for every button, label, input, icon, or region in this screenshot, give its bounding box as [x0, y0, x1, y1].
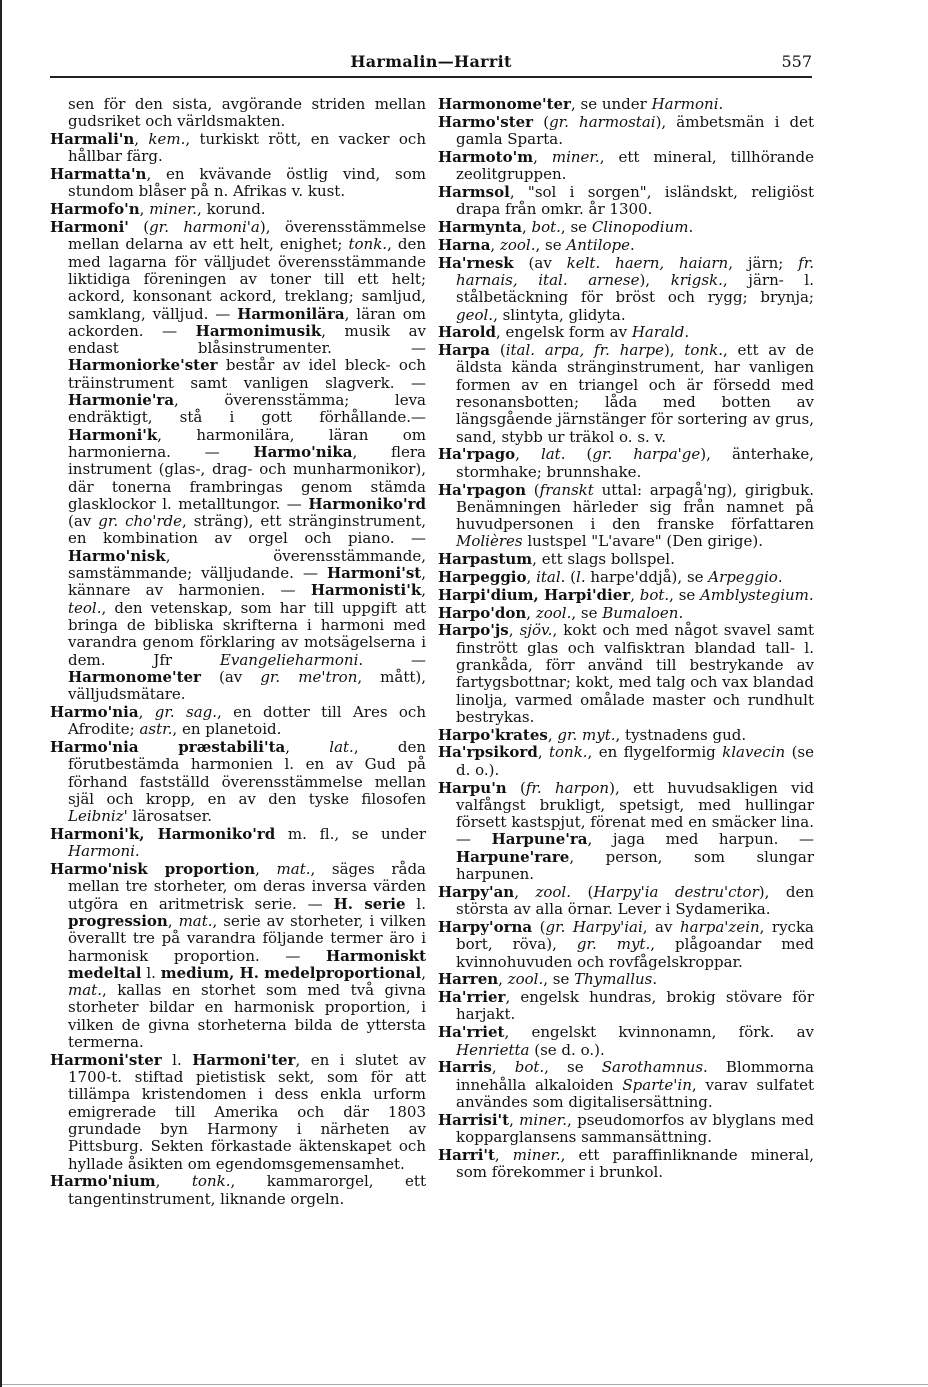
entry-italic-text: tonk.: [548, 743, 588, 762]
entry-text: (: [533, 112, 550, 131]
entry-text: , se: [543, 970, 575, 989]
entry-italic-text: gr. myt.: [576, 935, 651, 954]
entry-text: .: [630, 235, 635, 254]
entry-italic-text: Henrietta: [456, 1040, 530, 1059]
entry-text: , överensstämma; leva endräktigt, stå i gott förhållande.—: [68, 391, 426, 427]
entry-headword: Harmo'nia: [50, 702, 139, 721]
entry-italic-text: Harpy'ia destru'ctor: [593, 882, 759, 901]
entry-text: , harmonilära, läran om harmonierna. —: [68, 425, 426, 461]
dictionary-entry: [50, 861, 426, 1051]
entry-text: , person, som slungar harpunen.: [456, 847, 814, 884]
dictionary-entry: [50, 219, 426, 703]
entry-text: , se under: [570, 95, 652, 113]
entry-italic-text: kem.: [148, 130, 186, 149]
entry-italic-text: astr.: [139, 720, 173, 739]
entry-headword: Harmo'nia præstabili'ta: [50, 737, 286, 756]
entry-headword: Harmo'nika: [253, 442, 353, 461]
entry-text: , av: [642, 917, 680, 936]
entry-text: , kallas en storhet som med två givna storheter bildar en harmonisk proportion, i vilken de givna storheterna bilda de yttersta termerna.: [68, 981, 426, 1052]
entry-headword: Harna: [438, 235, 491, 254]
entry-italic-text: sjöv.: [519, 621, 553, 640]
entry-text: (: [526, 480, 540, 499]
entry-italic-text: bot.: [531, 218, 561, 237]
entry-italic-text: miner.: [512, 1145, 561, 1164]
entry-headword: Harmonome'ter: [68, 667, 201, 686]
entry-text: (av: [200, 667, 261, 686]
entry-italic-text: zool.: [535, 603, 572, 622]
entry-text: , se: [669, 585, 701, 604]
entry-headword: Harold: [438, 323, 496, 342]
entry-text: , "sol i sorgen", isländskt, religiöst drapa från omkr. år 1300.: [456, 182, 814, 219]
dictionary-entry: [438, 780, 814, 884]
entry-italic-text: klavecin: [722, 743, 786, 762]
entry-text: , en dotter till Ares och Afrodite;: [68, 702, 426, 739]
dictionary-entry: [50, 166, 426, 201]
entry-headword: Harmo'nisk proportion: [50, 860, 256, 879]
entry-headword: Harpeggio: [438, 568, 527, 587]
dictionary-entry: [50, 201, 426, 218]
entry-text: , järn- l. stålbetäckning för bröst och rygg; brynja;: [456, 270, 814, 307]
entry-text: , pseudomorfos av blyglans med kopparglansens sammansättning.: [456, 1110, 814, 1147]
entry-text: l.: [161, 1050, 193, 1069]
entry-headword: Harmo'nisk: [68, 546, 166, 565]
entry-text: ,: [139, 200, 150, 219]
entry-text: , sträng), ett stränginstrument, en kombination av orgel och piano. —: [68, 512, 426, 548]
right-column: [438, 96, 814, 1182]
entry-text: ), överensstämmelse mellan delarna av ett helt, enighet;: [68, 218, 426, 254]
entry-text: , ett av de äldsta kända stränginstrument, har vanligen formen av en triangel och är försedd med resonansbotten; låda med botten av längsgående järnstänger för sortering av grus, sand, stybb ur träkol o. s. v.: [456, 341, 815, 446]
dictionary-entry: [50, 826, 426, 861]
entry-text: , rycka bort, röva),: [456, 917, 814, 954]
entry-text: ,: [138, 702, 155, 721]
entry-text: .: [808, 585, 814, 604]
entry-text: ,: [421, 581, 426, 600]
entry-italic-text: tonk.: [191, 1172, 231, 1191]
entry-headword: Harmonie'ra: [68, 391, 175, 410]
entry-headword: Harpo'don: [438, 603, 527, 622]
entry-text: .: [652, 970, 658, 989]
entry-text: , se: [544, 1058, 602, 1077]
entry-text: lustspel "L'avare" (Den girige).: [522, 532, 764, 551]
entry-text: , plågoandar med kvinnohuvuden och rovfågelskroppar.: [456, 935, 814, 971]
entry-text: .: [777, 568, 783, 587]
left-column: [50, 96, 426, 1209]
entry-text: (: [532, 917, 546, 936]
entry-italic-text: miner.: [551, 147, 600, 166]
entry-italic-text: Leibniz': [68, 807, 128, 826]
entry-italic-text: zool.: [499, 235, 536, 254]
entry-text: ), ett huvudsakligen vid valfångst brukligt, spetsigt, med hullingar försett kastspjut, förenat med en smäcker lina. —: [456, 778, 814, 849]
dictionary-entry: [438, 1024, 814, 1059]
dictionary-entry: [50, 739, 426, 825]
entry-text: ,: [526, 568, 537, 587]
entry-text: , ett paraffinliknande mineral, som förekommer i brunkol.: [456, 1145, 814, 1182]
entry-italic-text: Arpeggio: [708, 568, 778, 587]
dictionary-entry: [438, 605, 814, 622]
dictionary-entry: [438, 255, 814, 324]
entry-text: , turkiskt rött, en vacker och hållbar färg.: [68, 130, 426, 166]
dictionary-entry: [438, 184, 814, 219]
entry-text: l.: [405, 894, 426, 913]
entry-italic-text: Harmoni: [651, 95, 719, 113]
dictionary-entry: [50, 1173, 426, 1208]
entry-headword: H. serie: [333, 894, 406, 913]
entry-text: ,: [526, 603, 536, 622]
entry-text: (: [571, 882, 594, 901]
entry-text: , den förutbestämda harmonien l. en av Gud på förhand fastställd överensstämmelse mellan själ och kropp, en av den tyske filosofen: [68, 737, 426, 808]
dictionary-entry: [438, 1147, 814, 1182]
entry-headword: Ha'rriet: [438, 1023, 505, 1042]
entry-text: (av: [68, 512, 99, 531]
entry-text: .: [678, 603, 684, 622]
dictionary-entry: [438, 96, 814, 113]
entry-text: .: [718, 95, 724, 113]
entry-text: , tystnadens gud.: [615, 725, 747, 744]
entry-headword: Harpo'krates: [438, 725, 548, 744]
entry-text: , en flygelformig: [587, 743, 723, 762]
entry-headword: Harrisi't: [438, 1110, 510, 1129]
entry-text: ),: [663, 341, 685, 360]
dictionary-entry: [438, 1112, 814, 1147]
entry-italic-text: tonk.: [684, 341, 723, 360]
entry-text: ,: [630, 585, 640, 604]
entry-headword: Harmoniko'rd: [308, 494, 426, 513]
entry-headword: Harmatta'n: [50, 165, 147, 184]
entry-text: ), änterhake, stormhake; brunnshake.: [456, 445, 814, 481]
entry-text: .: [688, 218, 694, 237]
entry-headword: Harmo'nium: [50, 1172, 156, 1191]
entry-text: ,: [533, 147, 552, 166]
entry-text: l.: [141, 963, 161, 982]
entry-headword: Harpune'ra: [491, 830, 588, 849]
entry-text: , se: [535, 235, 567, 254]
entry-text: , järn;: [728, 253, 799, 272]
entry-italic-text: mat.: [276, 860, 311, 879]
entry-text: ,: [547, 725, 558, 744]
entry-headword: Harmo'ster: [438, 112, 534, 131]
entry-italic-text: mat.: [178, 911, 213, 930]
entry-italic-text: ital. arpa, fr. harpe: [505, 341, 664, 360]
entry-text: ,: [491, 1058, 515, 1077]
entry-italic-text: Harmoni: [68, 842, 135, 861]
dictionary-entry: [438, 884, 814, 919]
dictionary-entry: [50, 131, 426, 166]
entry-headword: Harmoni'ster: [50, 1050, 162, 1069]
entry-headword: Harpu'n: [438, 778, 507, 797]
dictionary-entry: [50, 1052, 426, 1173]
entry-text: , engelsk form av: [496, 323, 632, 342]
entry-headword: Harpa: [438, 341, 491, 360]
entry-text: , flera instrument (glas-, drag- och munharmonikor), där tonerna frambringas genom stämda glasklockor l. metalltungor. —: [68, 442, 426, 513]
entry-text: ,: [508, 621, 520, 640]
entry-headword: Harmoniorke'ster: [68, 356, 218, 375]
entry-text: ,: [255, 860, 277, 879]
entry-text: , kokt och med något svavel samt finstrött glas och valfisktran blandad tall- l. grankåda, förr använd till bestrykande av fartygsbottnar; kokt, med talg och vax blandad linolja, varmed omålade master och rundhult bestrykas.: [456, 621, 814, 726]
entry-headword: Harpastum: [438, 550, 533, 569]
entry-italic-text: Molières: [456, 532, 523, 551]
entry-headword: Harmali'n: [50, 130, 135, 149]
entry-text: (: [565, 445, 593, 464]
entry-text: sen för den sista, avgörande striden mellan gudsriket och världsmakten.: [68, 95, 426, 131]
entry-italic-text: Amblystegium: [700, 585, 809, 604]
entry-headword: Harmonisti'k: [310, 581, 422, 600]
entry-text: ,: [421, 963, 426, 982]
entry-text: ,: [515, 445, 541, 464]
entry-headword: Harmofo'n: [50, 200, 140, 219]
entry-text: , den vetenskap, som har till uppgift att bringa de bibliska skrifterna i harmoni med varandra genom förklaring av motsägelserna i dem. Jfr: [68, 598, 426, 669]
entry-italic-text: krigsk.: [670, 270, 723, 289]
entry-headword: Harmoni'ter: [192, 1050, 296, 1069]
entry-text: , serie av storheter, i vilken överallt tre på varandra följande termer äro i harmonisk proportion. —: [68, 911, 426, 965]
entry-text: ), den största av alla örnar. Lever i Sydamerika.: [456, 882, 814, 919]
dictionary-entry: [438, 1059, 814, 1111]
entry-italic-text: zool.: [535, 882, 571, 901]
entry-italic-text: gr. me'tron: [260, 667, 358, 686]
entry-headword: Harmonilära: [237, 304, 345, 323]
entry-text: (: [490, 341, 506, 360]
entry-headword: Harpi'dium, Harpi'dier: [438, 585, 631, 604]
entry-text: (: [128, 218, 150, 237]
entry-text: (se d. o.).: [456, 743, 814, 779]
dictionary-entry: [50, 96, 426, 131]
entry-text: m. fl., se under: [275, 824, 426, 843]
entry-text: .: [134, 842, 140, 861]
entry-headword: medium, H. medelproportional: [160, 963, 422, 982]
entry-text: , kännare av harmonien. —: [68, 564, 426, 600]
entry-italic-text: gr. myt.: [557, 725, 616, 744]
entry-headword: Harren: [438, 970, 499, 989]
entry-italic-text: bot.: [514, 1058, 545, 1077]
dictionary-entry: [438, 149, 814, 184]
entry-headword: Harmonome'ter: [438, 95, 571, 113]
entry-italic-text: lat.: [540, 445, 566, 464]
entry-italic-text: Thymallus: [574, 970, 653, 989]
entry-headword: Harmoto'm: [438, 147, 534, 166]
entry-headword: Ha'rrier: [438, 988, 506, 1007]
entry-text: , varav sulfatet användes som digitalisersättning.: [456, 1075, 814, 1111]
entry-text: ,: [514, 882, 536, 901]
entry-text: , mått), välljudsmätare.: [68, 667, 426, 704]
entry-italic-text: kelt. haern, haiarn: [566, 253, 729, 272]
entry-italic-text: harpa'zein: [679, 917, 760, 936]
dictionary-entry: [438, 114, 814, 149]
entry-italic-text: gr. sag.: [154, 702, 218, 721]
dictionary-entry: [438, 482, 814, 551]
dictionary-entry: [438, 727, 814, 744]
entry-text: ),: [639, 270, 671, 289]
entry-text: , en planetoid.: [172, 720, 282, 739]
dictionary-entry: [438, 919, 814, 971]
entry-text: lärosatser.: [127, 807, 212, 826]
entry-text: ,: [494, 1145, 513, 1164]
entry-headword: progression: [68, 911, 168, 930]
entry-italic-text: fr. harnais, ital. arnese: [456, 253, 814, 289]
entry-italic-text: Harald: [631, 323, 685, 342]
entry-headword: Harris: [438, 1058, 492, 1077]
entry-text: ,: [537, 743, 549, 762]
entry-headword: Harmoni': [50, 218, 129, 237]
entry-text: , slintyta, glidyta.: [493, 305, 626, 324]
entry-text: , musik av endast blåsinstrumenter. —: [68, 321, 426, 358]
dictionary-entry: [438, 971, 814, 988]
entry-italic-text: fr. harpon: [525, 778, 610, 797]
entry-text: , korund.: [197, 200, 266, 219]
entry-text: (se d. o.).: [529, 1040, 605, 1059]
dictionary-entry: [438, 446, 814, 481]
entry-italic-text: Bumaloen: [602, 603, 679, 622]
header-rule: [50, 76, 812, 78]
dictionary-entry: [438, 219, 814, 236]
entry-italic-text: miner.: [519, 1110, 568, 1129]
entry-italic-text: Sparte'in: [622, 1075, 692, 1094]
entry-italic-text: teol.: [68, 598, 102, 617]
entry-text: , ett mineral, tillhörande zeolitgruppen.: [456, 147, 814, 184]
entry-headword: Harmoni'k, Harmoniko'rd: [50, 824, 276, 843]
entry-italic-text: franskt: [539, 480, 594, 499]
entry-headword: Harpy'orna: [438, 917, 533, 936]
entry-text: . —: [358, 650, 426, 669]
entry-headword: Ha'rpsikord: [438, 743, 538, 762]
entry-text: , se: [560, 218, 592, 237]
entry-italic-text: gr. harpa'ge: [592, 445, 701, 464]
dictionary-entry: [438, 989, 814, 1024]
entry-italic-text: Antilope: [566, 235, 631, 254]
dictionary-entry: [438, 551, 814, 568]
entry-italic-text: miner.: [149, 200, 198, 219]
entry-text: uttal: arpagå'ng), girigbuk. Benämningen härleder sig från namnet på huvudpersonen i den franske författaren: [456, 480, 814, 534]
entry-text: , ett slags bollspel.: [532, 550, 675, 569]
dictionary-entry: [438, 342, 814, 446]
entry-italic-text: mat.: [68, 981, 102, 1000]
dictionary-entry: [438, 237, 814, 254]
entry-text: , säges råda mellan tre storheter, om deras inversa värden utgöra en aritmetrisk serie. —: [68, 860, 426, 913]
scan-edge: [0, 0, 2, 1387]
entry-text: .: [684, 323, 690, 342]
entry-text: ,: [167, 911, 179, 930]
scan-bottom-edge: [2, 1384, 928, 1385]
dictionary-entry: [438, 587, 814, 604]
entry-text: ,: [521, 218, 532, 237]
entry-headword: Harpy'an: [438, 882, 515, 901]
entry-text: (: [565, 568, 577, 587]
entry-headword: Harmoni'st: [326, 564, 422, 583]
entry-italic-text: Clinopodium: [591, 218, 689, 237]
entry-italic-text: bot.: [639, 585, 670, 604]
entry-text: ,: [509, 1110, 520, 1129]
entry-italic-text: gr. Harpy'iai: [545, 917, 643, 936]
entry-headword: Ha'rpagon: [438, 480, 526, 499]
page-header: [50, 50, 812, 74]
dictionary-entry: [438, 324, 814, 341]
entry-text: , överensstämmande, samstämmande; välljudande. —: [68, 546, 426, 583]
entry-text: (: [506, 778, 526, 797]
entry-text: ,: [155, 1172, 192, 1191]
entry-text: ,: [490, 235, 500, 254]
entry-headword: Harmsol: [438, 182, 510, 201]
entry-italic-text: gr. cho'rde: [98, 512, 182, 531]
entry-headword: Harmonimusik: [195, 321, 322, 340]
dictionary-entry: [438, 569, 814, 586]
entry-text: ), ämbetsmän i det gamla Sparta.: [456, 112, 815, 149]
entry-text: . Blommorna innehålla alkaloiden: [456, 1058, 814, 1094]
entry-italic-text: Evangelieharmoni: [219, 650, 359, 669]
entry-text: , se: [571, 603, 603, 622]
entry-text: , engelskt kvinnonamn, förk. av: [504, 1023, 814, 1042]
entry-italic-text: gr. harmostai: [549, 112, 656, 131]
entry-text: ,: [498, 970, 508, 989]
dictionary-entry: [438, 744, 814, 779]
entry-text: , en kvävande östlig vind, som stundom blåser på n. Afrikas v. kust.: [68, 165, 426, 201]
running-title: Harmalin—Harrit: [350, 52, 512, 71]
entry-text: består av idel bleck- och träinstrument samt vanligen slagverk. —: [68, 356, 426, 392]
entry-italic-text: gr. harmoni'a: [149, 218, 260, 237]
entry-headword: Ha'rpago: [438, 445, 516, 464]
entry-text: , engelsk hundras, brokig stövare för harjakt.: [456, 988, 814, 1024]
entry-headword: Harpune'rare: [456, 847, 570, 866]
entry-headword: Harmoniskt medeltal: [68, 946, 426, 982]
entry-headword: Harmynta: [438, 218, 522, 237]
entry-text: , jaga med harpun. —: [587, 830, 814, 849]
entry-text: (av: [513, 253, 567, 272]
page-number: 557: [781, 52, 812, 71]
entry-headword: Harmoni'k: [68, 425, 158, 444]
entry-headword: Ha'rnesk: [438, 253, 514, 272]
entry-text: , kammarorgel, ett tangentinstrument, liknande orgeln.: [68, 1172, 426, 1208]
entry-headword: Harpo'js: [438, 621, 509, 640]
entry-italic-text: geol.: [456, 305, 494, 324]
entry-text: harpe'ddjå), se: [585, 568, 709, 587]
entry-italic-text: lat.: [329, 737, 354, 756]
entry-text: , en i slutet av 1700-t. stiftad pietistisk sekt, som för att tillämpa kristendomen i dess enkla urform emigrerade till Amerika och där 1803 grundade byn Harmony i närheten av Pittsburg. Sekten förkastade äktenskapet och hyllade åsikten om egendomsgemensamhet.: [68, 1050, 426, 1173]
entry-text: ,: [285, 737, 330, 756]
dictionary-entry: [438, 622, 814, 726]
entry-italic-text: ital.: [536, 568, 566, 587]
dictionary-entry: [50, 704, 426, 739]
entry-text: , läran om ackorden. —: [68, 304, 426, 340]
entry-headword: Harri't: [438, 1145, 495, 1164]
entry-italic-text: l.: [576, 568, 586, 587]
entry-text: ,: [134, 130, 149, 149]
entry-italic-text: zool.: [507, 970, 544, 989]
entry-text: , den med lagarna för välljudet överensstämmande liktidiga föreningen av toner till ett helt; ackord, konsonant ackord, treklang; samljud, samklang, välljud. —: [68, 235, 426, 323]
entry-italic-text: Sarothamnus: [601, 1058, 704, 1077]
entry-italic-text: tonk.: [348, 235, 388, 254]
